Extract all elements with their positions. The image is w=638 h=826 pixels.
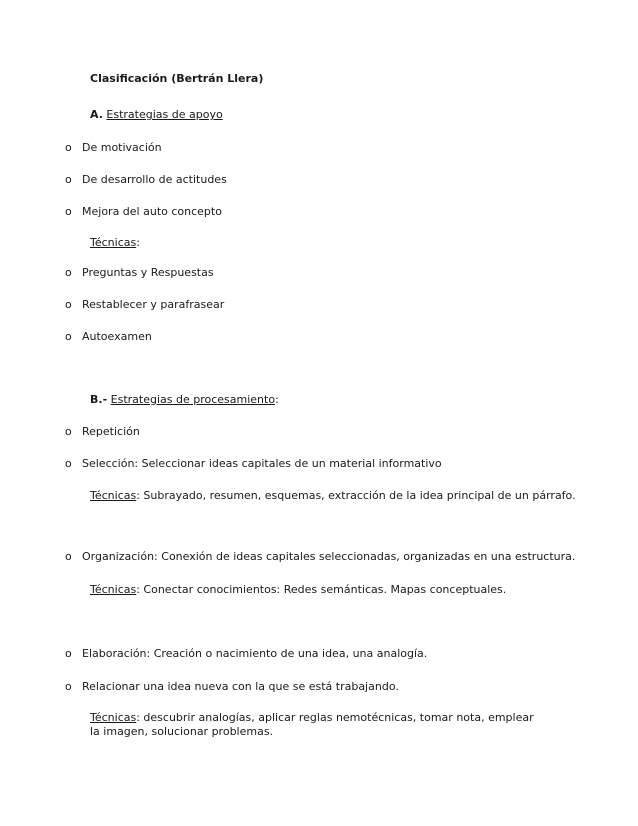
bullet-icon: o (65, 298, 72, 311)
list-item: o Elaboración: Creación o nacimiento de una idea, una analogía. (65, 647, 428, 660)
tecnicas-relacionar: Técnicas: descubrir analogías, aplicar reglas nemotécnicas, tomar nota, emplear la imagen, solucionar problemas. (90, 711, 534, 738)
bullet-icon: o (65, 425, 72, 438)
list-item: o Mejora del auto concepto (65, 205, 222, 218)
bullet-icon: o (65, 141, 72, 154)
list-item: o Organización: Conexión de ideas capitales seleccionadas, organizadas en una estructura. (65, 550, 576, 563)
bullet-icon: o (65, 550, 72, 563)
bullet-icon: o (65, 266, 72, 279)
bullet-icon: o (65, 330, 72, 343)
section-b-title: Estrategias de procesamiento (110, 393, 276, 406)
list-item: o Selección: Seleccionar ideas capitales de un material informativo (65, 457, 442, 470)
section-a-title: Estrategias de apoyo (106, 108, 223, 121)
bullet-icon: o (65, 680, 72, 693)
section-b-letter: B.- (90, 393, 108, 406)
bullet-icon: o (65, 205, 72, 218)
list-item: o De desarrollo de actitudes (65, 173, 227, 186)
document-title: Clasificación (Bertrán Llera) (90, 72, 264, 85)
list-item: o Autoexamen (65, 330, 152, 343)
bullet-icon: o (65, 647, 72, 660)
list-item: o Preguntas y Respuestas (65, 266, 214, 279)
bullet-icon: o (65, 457, 72, 470)
tecnicas-organizacion: Técnicas: Conectar conocimientos: Redes semánticas. Mapas conceptuales. (90, 583, 507, 596)
list-item: o Restablecer y parafrasear (65, 298, 225, 311)
list-item: o Repetición (65, 425, 140, 438)
tecnicas-seleccion: Técnicas: Subrayado, resumen, esquemas, extracción de la idea principal de un párrafo. (90, 489, 576, 502)
tecnicas-label-a: Técnicas: (90, 236, 140, 249)
bullet-icon: o (65, 173, 72, 186)
section-a-heading (90, 108, 223, 122)
list-item: o Relacionar una idea nueva con la que se está trabajando. (65, 680, 399, 693)
list-item: o De motivación (65, 141, 162, 154)
section-b-heading: B.- Estrategias de procesamiento: (90, 393, 279, 406)
section-a-letter: A. (90, 108, 103, 121)
